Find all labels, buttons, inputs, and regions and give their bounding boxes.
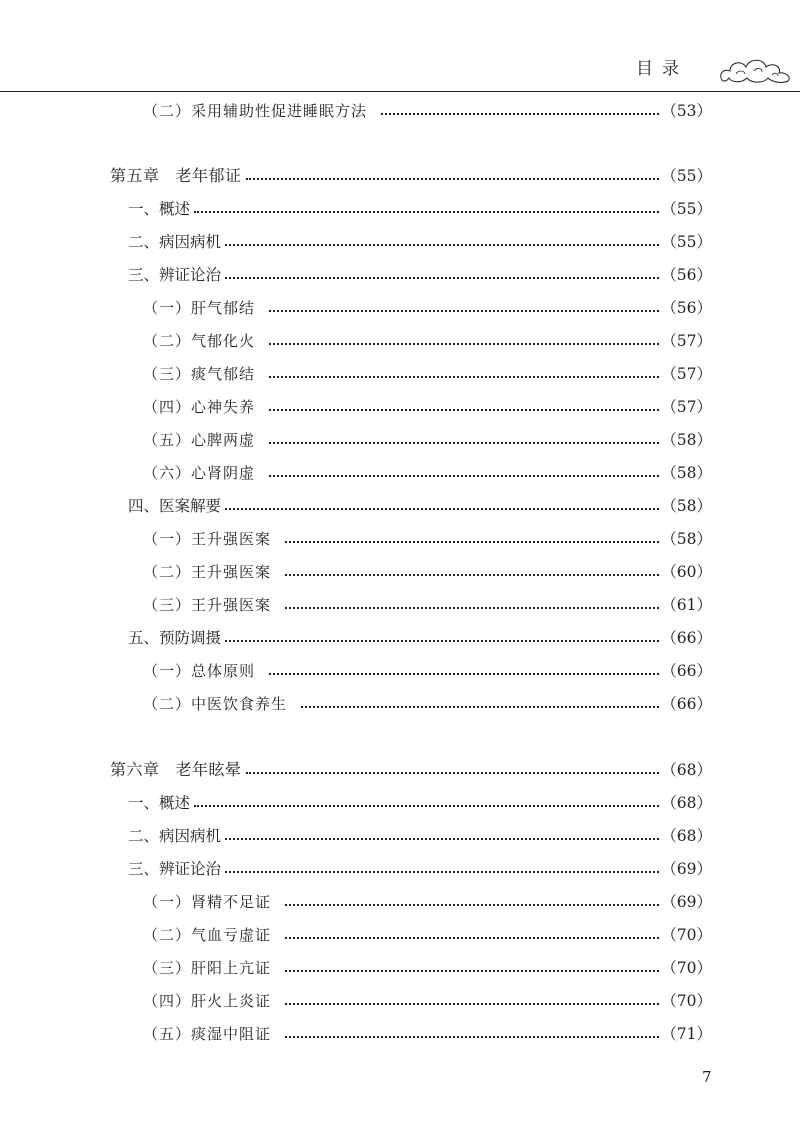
toc-entry-title: 四、医案解要 — [128, 497, 222, 515]
toc-entry[interactable] — [143, 922, 712, 948]
chapter-number: 第六章 — [110, 760, 160, 779]
toc-entry-page: （56） — [661, 299, 712, 317]
toc-entry-page: （58） — [661, 530, 712, 548]
toc-entry-page: （57） — [661, 398, 712, 416]
toc-entry-page: （56） — [661, 266, 712, 284]
toc-entry[interactable] — [143, 988, 712, 1014]
toc-entry[interactable] — [143, 460, 712, 486]
dot-leader — [269, 376, 659, 378]
toc-entry[interactable] — [143, 592, 712, 618]
toc-entry[interactable] — [143, 691, 712, 717]
dot-leader — [194, 211, 659, 213]
toc-entry[interactable] — [143, 559, 712, 585]
toc-entry-page: （66） — [661, 662, 712, 680]
toc-entry[interactable] — [128, 229, 712, 255]
dot-leader — [269, 343, 659, 345]
toc-entry-page: （57） — [661, 332, 712, 350]
toc-entry-page: （68） — [661, 761, 712, 779]
toc-entry[interactable] — [128, 856, 712, 882]
toc-entry-title: （六）心肾阴虚 — [143, 464, 256, 482]
toc-entry-page: （70） — [661, 926, 712, 944]
toc-entry-title: 二、病因病机 — [128, 233, 222, 251]
toc-entry-page: （53） — [661, 102, 712, 120]
dot-leader — [225, 838, 659, 840]
toc-entry-page: （55） — [661, 167, 712, 185]
toc-entry-title: 一、概述 — [128, 200, 191, 218]
dot-leader — [285, 541, 659, 543]
toc-entry-title: 二、病因病机 — [128, 827, 222, 845]
toc-entry-title: （三）王升强医案 — [143, 596, 272, 614]
dot-leader — [285, 1036, 659, 1038]
toc-entry[interactable] — [143, 427, 712, 453]
dot-leader — [285, 607, 659, 609]
dot-leader — [225, 277, 659, 279]
dot-leader — [225, 508, 659, 510]
dot-leader — [285, 904, 659, 906]
toc-entry-page: （70） — [661, 959, 712, 977]
toc-entry-title: 三、辨证论治 — [128, 860, 222, 878]
toc-entry[interactable] — [143, 526, 712, 552]
toc-entry[interactable] — [143, 955, 712, 981]
dot-leader — [269, 442, 659, 444]
toc-entry[interactable] — [110, 163, 712, 189]
toc-entry-title: （二）中医饮食养生 — [143, 695, 288, 713]
toc-entry-title: （二）王升强医案 — [143, 563, 272, 581]
toc-entry-title: （二）气郁化火 — [143, 332, 256, 350]
toc-entry-title: 五、预防调摄 — [128, 629, 222, 647]
toc-entry-page: （68） — [661, 794, 712, 812]
toc-entry-page: （69） — [661, 893, 712, 911]
toc-entry[interactable] — [143, 658, 712, 684]
toc-entry-page: （55） — [661, 233, 712, 251]
toc-entry[interactable] — [110, 757, 712, 783]
dot-leader — [225, 871, 659, 873]
toc-entry-title: 三、辨证论治 — [128, 266, 222, 284]
toc-entry[interactable] — [143, 889, 712, 915]
toc-entry[interactable] — [143, 1021, 712, 1047]
dot-leader — [194, 805, 659, 807]
toc-entry-page: （57） — [661, 365, 712, 383]
toc-entry[interactable] — [143, 394, 712, 420]
header-title: 目录 — [636, 59, 688, 79]
toc-entry-title: 一、概述 — [128, 794, 191, 812]
dot-leader — [225, 640, 659, 642]
toc-entry-title: （五）心脾两虚 — [143, 431, 256, 449]
toc-entry-title: （一）肝气郁结 — [143, 299, 256, 317]
toc-entry-page: （66） — [661, 629, 712, 647]
toc-entry-page: （70） — [661, 992, 712, 1010]
toc-entry[interactable] — [128, 790, 712, 816]
toc-entry-page: （58） — [661, 431, 712, 449]
toc-entry[interactable] — [143, 295, 712, 321]
toc-entry-page: （61） — [661, 596, 712, 614]
toc-entry-page: （55） — [661, 200, 712, 218]
toc-entry-title: （一）肾精不足证 — [143, 893, 272, 911]
dot-leader — [246, 772, 660, 774]
toc-entry[interactable] — [128, 823, 712, 849]
toc-entry-title: （一）总体原则 — [143, 662, 256, 680]
toc-entry-title: （二）气血亏虚证 — [143, 926, 272, 944]
dot-leader — [269, 310, 659, 312]
dot-leader — [285, 937, 659, 939]
chapter-number: 第五章 — [110, 166, 160, 185]
toc-entry[interactable] — [143, 98, 712, 124]
toc-entry-page: （69） — [661, 860, 712, 878]
dot-leader — [301, 706, 659, 708]
toc-entry-title: 老年郁证 — [175, 166, 242, 185]
toc-entry-title: （三）肝阳上亢证 — [143, 959, 272, 977]
toc-entry-page: （71） — [661, 1025, 712, 1043]
page-number: 7 — [702, 1068, 712, 1086]
toc-entry-page: （68） — [661, 827, 712, 845]
toc-entry-title: （三）痰气郁结 — [143, 365, 256, 383]
toc-entry-title: 老年眩晕 — [175, 760, 242, 779]
dot-leader — [269, 409, 659, 411]
dot-leader — [285, 574, 659, 576]
dot-leader — [285, 970, 659, 972]
dot-leader — [285, 1003, 659, 1005]
toc-entry-page: （58） — [661, 464, 712, 482]
toc-entry-page: （66） — [661, 695, 712, 713]
toc-entry-title: （二）采用辅助性促进睡眠方法 — [143, 102, 368, 120]
toc-entry[interactable] — [143, 328, 712, 354]
toc-entry[interactable] — [128, 196, 712, 222]
toc-entry-page: （60） — [661, 563, 712, 581]
toc-entry-title: （四）肝火上炎证 — [143, 992, 272, 1010]
dot-leader — [246, 178, 660, 180]
dot-leader — [269, 475, 659, 477]
dot-leader — [269, 673, 659, 675]
toc-entry[interactable] — [128, 493, 712, 519]
dot-leader — [225, 244, 659, 246]
toc-entry[interactable] — [128, 625, 712, 651]
toc-entry[interactable] — [128, 262, 712, 288]
dot-leader — [381, 113, 659, 115]
toc-entry-page: （58） — [661, 497, 712, 515]
toc-entry-title: （四）心神失养 — [143, 398, 256, 416]
toc-entry[interactable] — [143, 361, 712, 387]
toc-entry-title: （一）王升强医案 — [143, 530, 272, 548]
toc-entry-title: （五）痰湿中阻证 — [143, 1025, 272, 1043]
